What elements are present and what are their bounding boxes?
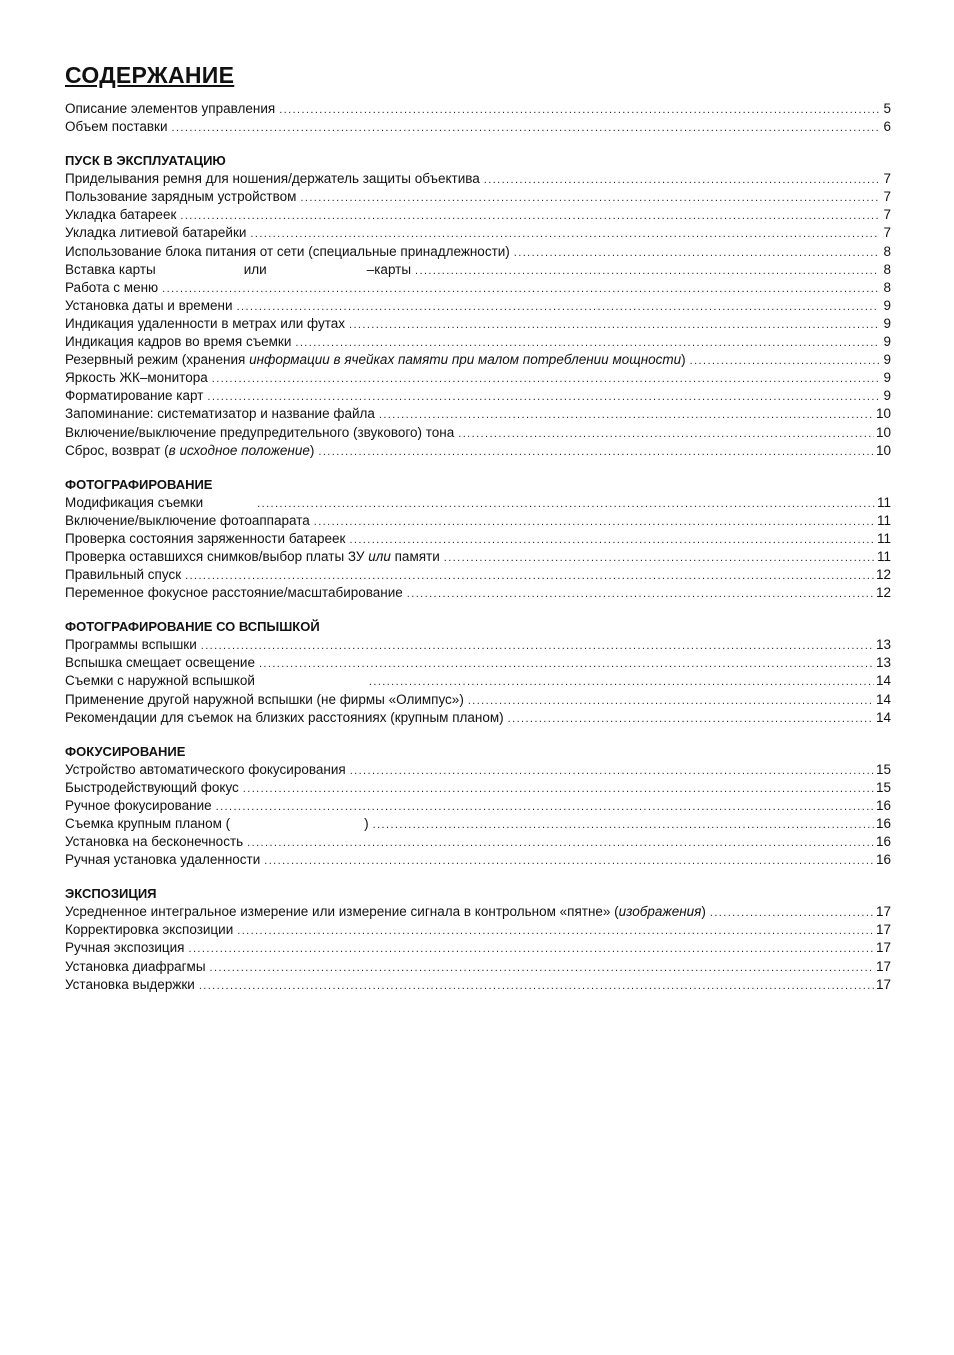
dot-leader bbox=[379, 406, 874, 424]
page-number: 7 bbox=[883, 225, 891, 241]
toc-entry[interactable] bbox=[65, 530, 891, 548]
dot-leader bbox=[199, 977, 874, 995]
toc-entry[interactable] bbox=[65, 654, 891, 672]
toc-entry-label bbox=[65, 654, 255, 672]
toc-entry[interactable] bbox=[65, 333, 891, 351]
dot-leader bbox=[201, 637, 874, 655]
toc-entry-label bbox=[65, 297, 233, 315]
toc-entry-text: Переменное фокусное расстояние/масштабирование bbox=[65, 585, 403, 601]
page-number: 8 bbox=[883, 279, 891, 295]
toc-sections bbox=[65, 100, 891, 994]
page-number: 7 bbox=[883, 189, 891, 205]
toc-entry-label bbox=[65, 903, 706, 921]
page-number: 9 bbox=[883, 370, 891, 386]
toc-entry[interactable] bbox=[65, 405, 891, 423]
dot-leader bbox=[318, 443, 874, 461]
toc-entry-label bbox=[65, 351, 686, 369]
page-number: 9 bbox=[883, 315, 891, 331]
dot-leader bbox=[407, 585, 874, 603]
dot-leader bbox=[690, 352, 879, 370]
toc-entry-text: информации в ячейках памяти при малом потреблении мощности bbox=[249, 352, 682, 368]
toc-entry[interactable] bbox=[65, 243, 891, 261]
toc-entry-text: Модификация съемки bbox=[65, 494, 204, 510]
dot-leader bbox=[295, 334, 879, 352]
toc-entry[interactable] bbox=[65, 672, 891, 690]
toc-entry-text: Укладка литиевой батарейки bbox=[65, 225, 247, 241]
toc-entry-label bbox=[65, 494, 253, 512]
toc-entry-text: Яркость ЖК–монитора bbox=[65, 370, 208, 386]
toc-entry[interactable] bbox=[65, 636, 891, 654]
page-number: 12 bbox=[875, 567, 891, 583]
page-number: 13 bbox=[875, 655, 891, 671]
toc-entry-text: Описание элементов управления bbox=[65, 101, 276, 116]
toc-entry[interactable] bbox=[65, 494, 891, 512]
toc-entry[interactable] bbox=[65, 958, 891, 976]
dot-leader bbox=[237, 298, 879, 316]
toc-entry-text: Установка выдержки bbox=[65, 976, 195, 992]
page-number: 17 bbox=[875, 904, 891, 920]
section-heading: ЭКСПОЗИЦИЯ bbox=[65, 886, 157, 902]
toc-entry[interactable] bbox=[65, 170, 891, 188]
toc-entry-label bbox=[65, 261, 411, 279]
page-number: 6 bbox=[883, 119, 891, 135]
page-number: 16 bbox=[875, 852, 891, 868]
dot-leader bbox=[210, 959, 874, 977]
toc-entry-text: ) bbox=[681, 352, 686, 368]
toc-entry[interactable] bbox=[65, 779, 891, 797]
toc-entry-label bbox=[65, 921, 233, 939]
page-number: 10 bbox=[875, 442, 891, 458]
page-number: 16 bbox=[875, 797, 891, 813]
toc-entry[interactable] bbox=[65, 224, 891, 242]
toc-entry-label bbox=[65, 833, 243, 851]
toc-entry[interactable] bbox=[65, 797, 891, 815]
toc-entry-text: ) bbox=[364, 816, 369, 831]
toc-entry-label bbox=[65, 939, 185, 957]
section-heading: ФОТОГРАФИРОВАНИЕ bbox=[65, 476, 213, 492]
toc-section bbox=[65, 885, 891, 993]
toc-entry-text: Пользование зарядным устройством bbox=[65, 189, 297, 205]
dot-leader bbox=[484, 171, 879, 189]
dot-leader bbox=[243, 780, 874, 798]
toc-entry-label bbox=[65, 636, 197, 654]
toc-entry-text: Съемки с наружной вспышкой bbox=[65, 673, 255, 689]
dot-leader bbox=[349, 316, 879, 334]
toc-entry[interactable] bbox=[65, 351, 891, 369]
dot-leader bbox=[468, 692, 874, 710]
toc-entry-label bbox=[65, 566, 181, 584]
toc-entry-label bbox=[65, 584, 403, 602]
toc-entry[interactable] bbox=[65, 118, 891, 136]
toc-entry[interactable] bbox=[65, 279, 891, 297]
toc-entry-label bbox=[65, 530, 345, 548]
dot-leader bbox=[259, 655, 874, 673]
dot-leader bbox=[444, 549, 875, 567]
toc-entry-text: Приделывания ремня для ношения/держатель защиты объектива bbox=[65, 171, 480, 187]
toc-entry-text: Индикация удаленности в метрах или футах bbox=[65, 315, 346, 331]
toc-entry[interactable] bbox=[65, 851, 891, 869]
toc-entry-text: Вспышка смещает освещение bbox=[65, 655, 255, 671]
toc-entry[interactable] bbox=[65, 903, 891, 921]
toc-entry-label bbox=[65, 976, 195, 994]
toc-entry-label bbox=[65, 512, 310, 530]
page-number: 9 bbox=[883, 297, 891, 313]
toc-entry-text: Работа с меню bbox=[65, 279, 159, 295]
dot-leader bbox=[257, 495, 875, 513]
toc-entry-label bbox=[65, 333, 291, 351]
toc-entry-label bbox=[65, 709, 504, 727]
page-number: 7 bbox=[883, 207, 891, 223]
toc-entry-label bbox=[65, 100, 275, 118]
toc-entry-text: –карты bbox=[366, 261, 412, 277]
toc-entry[interactable] bbox=[65, 100, 891, 118]
page-number: 14 bbox=[875, 709, 891, 725]
dot-leader bbox=[264, 852, 874, 870]
toc-entry[interactable] bbox=[65, 584, 891, 602]
toc-entry-label bbox=[65, 170, 480, 188]
page-number: 17 bbox=[875, 940, 891, 956]
toc-entry-label bbox=[65, 243, 510, 261]
page-number: 15 bbox=[875, 779, 891, 795]
toc-entry-text: изображения bbox=[618, 904, 702, 920]
toc-entry[interactable] bbox=[65, 761, 891, 779]
dot-leader bbox=[212, 370, 879, 388]
toc-entry[interactable] bbox=[65, 921, 891, 939]
toc-entry-label bbox=[65, 188, 296, 206]
toc-entry-label bbox=[65, 779, 239, 797]
page-number: 17 bbox=[875, 922, 891, 938]
toc-entry-label bbox=[65, 405, 375, 423]
toc-entry[interactable] bbox=[65, 691, 891, 709]
page-number: 11 bbox=[876, 512, 891, 528]
dot-leader bbox=[508, 710, 874, 728]
toc-entry-text: Объем поставки bbox=[65, 119, 168, 135]
toc-entry-label bbox=[65, 118, 168, 136]
toc-entry-label bbox=[65, 815, 369, 833]
toc-entry[interactable] bbox=[65, 566, 891, 584]
toc-entry-label bbox=[65, 315, 345, 333]
page-number: 10 bbox=[875, 406, 891, 422]
page-number: 16 bbox=[875, 816, 891, 831]
toc-entry[interactable] bbox=[65, 387, 891, 405]
toc-entry[interactable] bbox=[65, 815, 891, 833]
toc-entry-text: Рекомендации для съемок на близких расстояниях (крупным планом) bbox=[65, 709, 504, 725]
page-number: 5 bbox=[883, 101, 891, 116]
toc-entry[interactable] bbox=[65, 709, 891, 727]
section-heading: ФОКУСИРОВАНИЕ bbox=[65, 743, 186, 759]
toc-entry-text: Правильный спуск bbox=[65, 567, 182, 583]
toc-entry-text: Вставка карты bbox=[65, 261, 156, 277]
toc-entry-text: или bbox=[243, 261, 267, 277]
page-number: 17 bbox=[875, 976, 891, 992]
toc-entry-text: Ручная установка удаленности bbox=[65, 852, 261, 868]
toc-entry-label bbox=[65, 851, 260, 869]
page-number: 17 bbox=[875, 958, 891, 974]
toc-entry-label bbox=[65, 279, 158, 297]
toc-entry-label bbox=[65, 424, 454, 442]
toc-entry-text: ) bbox=[309, 442, 315, 458]
toc-entry[interactable] bbox=[65, 188, 891, 206]
toc-entry-text: Резервный режим (хранения bbox=[65, 352, 250, 368]
toc-entry[interactable] bbox=[65, 261, 891, 279]
section-heading: ФОТОГРАФИРОВАНИЕ СО ВСПЫШКОЙ bbox=[65, 619, 320, 635]
toc-entry-text: Съемка крупным планом ( bbox=[65, 816, 231, 831]
page-number: 15 bbox=[875, 761, 891, 777]
dot-leader bbox=[279, 101, 879, 119]
toc-entry[interactable] bbox=[65, 297, 891, 315]
page-number: 12 bbox=[875, 585, 891, 601]
dot-leader bbox=[458, 425, 874, 443]
dot-leader bbox=[350, 762, 874, 780]
dot-leader bbox=[349, 531, 875, 549]
toc-entry-text: Форматирование карт bbox=[65, 388, 204, 404]
toc-entry-text: Программы вспышки bbox=[65, 637, 197, 653]
dot-leader bbox=[237, 922, 874, 940]
toc-entry-text: или bbox=[368, 548, 391, 564]
dot-leader bbox=[172, 119, 880, 137]
page-number: 14 bbox=[875, 673, 891, 689]
toc-entry[interactable] bbox=[65, 424, 891, 442]
page-number: 7 bbox=[883, 171, 891, 187]
page-number: 11 bbox=[876, 548, 891, 564]
toc-entry-label bbox=[65, 797, 212, 815]
toc-entry-label bbox=[65, 224, 246, 242]
toc-entry-label bbox=[65, 206, 176, 224]
toc-entry-label bbox=[65, 387, 203, 405]
toc-entry-text: Проверка состояния заряженности батареек bbox=[65, 530, 346, 546]
toc-entry-label bbox=[65, 548, 440, 566]
toc-entry-text: ) bbox=[701, 904, 706, 920]
toc-entry-text: Усредненное интегральное измерение или измерение сигнала в контрольном «пятне» ( bbox=[65, 904, 619, 920]
toc-entry[interactable] bbox=[65, 939, 891, 957]
toc-entry-label bbox=[65, 442, 314, 460]
toc-section bbox=[65, 152, 891, 460]
toc-section bbox=[65, 476, 891, 603]
toc-entry-text: Установка на бесконечность bbox=[65, 834, 244, 850]
toc-entry[interactable] bbox=[65, 206, 891, 224]
page-number: 16 bbox=[875, 834, 891, 850]
toc-entry-text: Индикация кадров во время съемки bbox=[65, 334, 292, 350]
page-number: 11 bbox=[876, 494, 891, 510]
toc-entry-label bbox=[65, 691, 464, 709]
toc-entry[interactable] bbox=[65, 976, 891, 994]
toc-section bbox=[65, 743, 891, 870]
toc-entry-text: Включение/выключение предупредительного (звукового) тона bbox=[65, 424, 455, 440]
toc-section bbox=[65, 618, 891, 726]
dot-leader bbox=[247, 834, 874, 852]
toc-entry-text: Корректировка экспозиции bbox=[65, 922, 234, 938]
toc-entry-text: Быстродействующий фокус bbox=[65, 779, 239, 795]
dot-leader bbox=[162, 280, 879, 298]
toc-entry-text: Запоминание: систематизатор и название файла bbox=[65, 406, 375, 422]
toc-entry-text: в исходное положение bbox=[168, 442, 310, 458]
page-number: 9 bbox=[883, 388, 891, 404]
toc-entry[interactable] bbox=[65, 548, 891, 566]
table-of-contents bbox=[65, 60, 891, 994]
dot-leader bbox=[373, 816, 874, 834]
dot-leader bbox=[300, 189, 879, 207]
dot-leader bbox=[369, 673, 874, 691]
dot-leader bbox=[314, 513, 875, 531]
dot-leader bbox=[216, 798, 874, 816]
toc-entry-text: Установка диафрагмы bbox=[65, 958, 206, 974]
dot-leader bbox=[710, 904, 874, 922]
dot-leader bbox=[415, 262, 879, 280]
toc-entry-text: Сброс, возврат ( bbox=[65, 442, 169, 458]
toc-entry-text: памяти bbox=[390, 548, 440, 564]
toc-entry-text: Применение другой наружной вспышки (не фирмы «Олимпус») bbox=[65, 691, 464, 707]
toc-entry[interactable] bbox=[65, 442, 891, 460]
dot-leader bbox=[189, 940, 874, 958]
dot-leader bbox=[514, 244, 879, 262]
toc-entry-text: Устройство автоматического фокусирования bbox=[65, 761, 346, 777]
toc-entry-text: Установка даты и времени bbox=[65, 297, 233, 313]
page-number: 8 bbox=[883, 243, 891, 259]
toc-entry-text: Проверка оставшихся снимков/выбор платы ЗУ bbox=[65, 548, 369, 564]
page-number: 14 bbox=[875, 691, 891, 707]
toc-entry[interactable] bbox=[65, 315, 891, 333]
toc-section bbox=[65, 100, 891, 136]
page-number: 8 bbox=[883, 261, 891, 277]
toc-entry-text: Использование блока питания от сети (специальные принадлежности) bbox=[65, 243, 510, 259]
toc-entry-label bbox=[65, 958, 206, 976]
dot-leader bbox=[207, 388, 879, 406]
section-heading: ПУСК В ЭКСПЛУАТАЦИЮ bbox=[65, 153, 226, 169]
toc-entry-label bbox=[65, 369, 208, 387]
toc-entry-text: Ручное фокусирование bbox=[65, 797, 212, 813]
dot-leader bbox=[185, 567, 874, 585]
page-number: 13 bbox=[875, 637, 891, 653]
toc-entry-text: Ручная экспозиция bbox=[65, 940, 185, 956]
page-number: 10 bbox=[875, 424, 891, 440]
toc-entry-label bbox=[65, 761, 346, 779]
page-number: 11 bbox=[876, 530, 891, 546]
page-number: 9 bbox=[883, 352, 891, 368]
page-number: 9 bbox=[883, 334, 891, 350]
toc-entry-text: Укладка батареек bbox=[65, 207, 177, 223]
page-title: СОДЕРЖАНИЕ bbox=[65, 62, 235, 88]
toc-entry-text: Включение/выключение фотоаппарата bbox=[65, 512, 310, 528]
toc-entry-label bbox=[65, 672, 365, 690]
toc-entry[interactable] bbox=[65, 833, 891, 851]
dot-leader bbox=[180, 207, 879, 225]
dot-leader bbox=[250, 225, 879, 243]
toc-entry[interactable] bbox=[65, 512, 891, 530]
toc-entry[interactable] bbox=[65, 369, 891, 387]
